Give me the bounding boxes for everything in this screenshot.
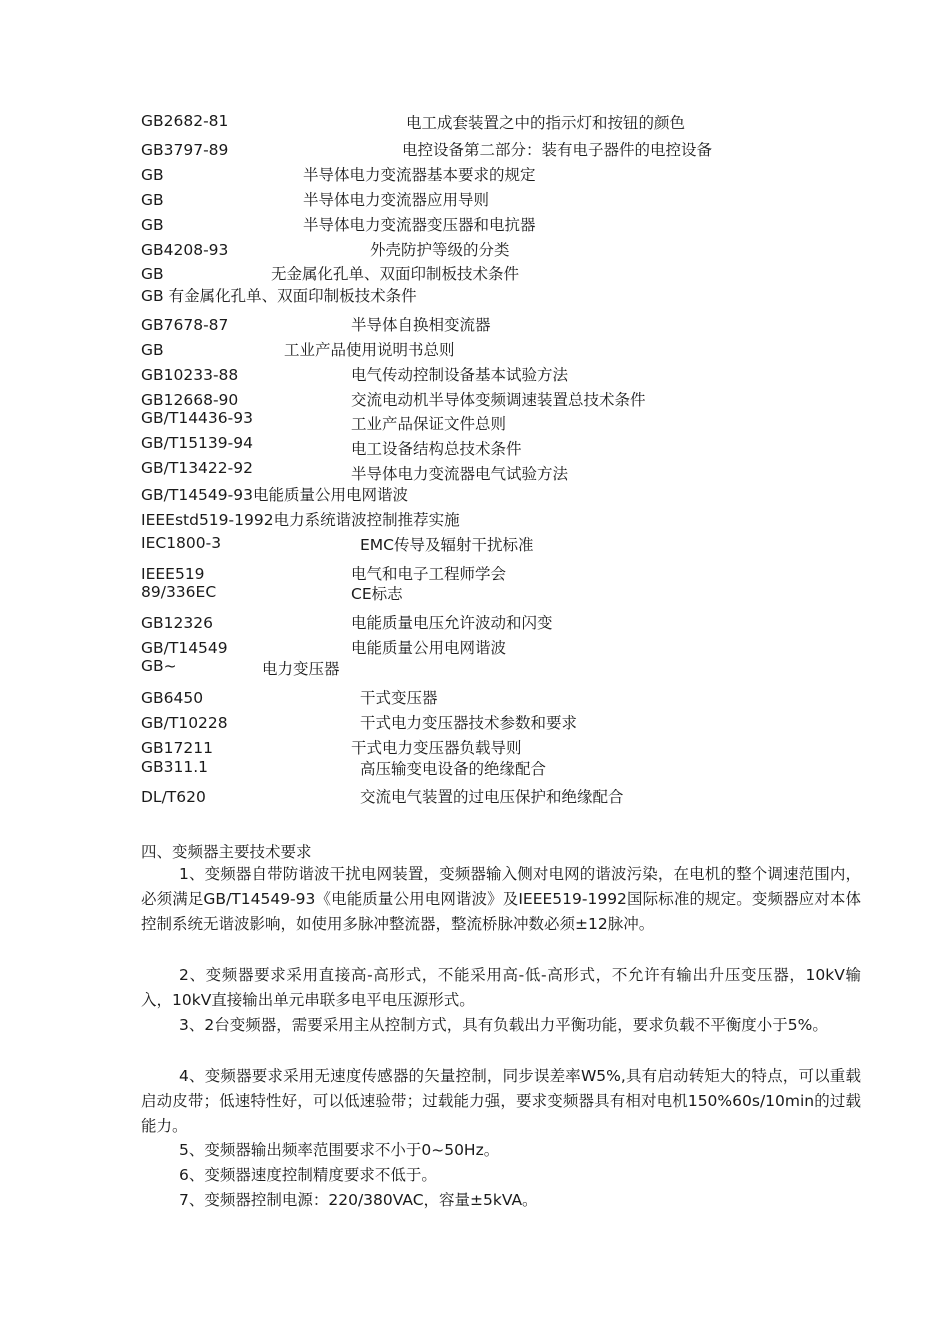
standard-code: IEEE519 xyxy=(141,565,205,583)
standard-desc: 电控设备第二部分：装有电子器件的电控设备 xyxy=(402,141,713,159)
standard-code: GB xyxy=(141,341,164,359)
standard-desc: 干式电力变压器技术参数和要求 xyxy=(360,714,578,732)
standard-code: GB/T14436-93 xyxy=(141,409,253,426)
standard-desc: 交流电动机半导体变频调速装置总技术条件 xyxy=(351,391,646,409)
standard-code: GB17211 xyxy=(141,739,213,757)
standard-code: GB3797-89 xyxy=(141,141,229,159)
standard-code: DL/T620 xyxy=(141,788,206,806)
standard-desc: 半导体自换相变流器 xyxy=(351,316,491,334)
standard-desc: 电能质量公用电网谐波 xyxy=(252,486,408,504)
standard-code: 89/336EC xyxy=(141,583,217,601)
standard-code: GB xyxy=(141,166,164,184)
standard-code: GB12326 xyxy=(141,614,213,632)
section-heading: 四、变频器主要技术要求 xyxy=(141,843,312,861)
standard-desc: 工业产品使用说明书总则 xyxy=(284,341,455,359)
standard-code: GB xyxy=(141,191,164,209)
standard-desc: 电力变压器 xyxy=(262,660,340,678)
standard-line xyxy=(141,511,460,529)
standard-desc: 电气和电子工程师学会 xyxy=(351,565,507,583)
standard-desc: 电气传动控制设备基本试验方法 xyxy=(351,366,569,384)
standard-desc: 交流电气装置的过电压保护和绝缘配合 xyxy=(360,788,624,806)
standard-desc: 干式变压器 xyxy=(360,689,438,707)
standard-code: GB7678-87 xyxy=(141,316,229,334)
standard-code: GB6450 xyxy=(141,689,204,707)
standard-code: IEEEstd519-1992 xyxy=(141,511,274,529)
requirement-paragraph: 4、变频器要求采用无速度传感器的矢量控制，同步误差率W5%,具有启动转矩大的特点，可以重载启动皮带；低速特性好，可以低速验带；过载能力强，要求变频器具有相对电机150%60s/10min的过载能力。 xyxy=(141,1067,861,1135)
requirement-paragraph: 1、变频器自带防谐波干扰电网装置，变频器输入侧对电网的谐波污染，在电机的整个调速范围内，必须满足GB/T14549-93《电能质量公用电网谐波》及IEEE519-1992国际标准的规定。变频器应对本体控制系统无谐波影响，如使用多脉冲整流器，整流桥脉冲数必须±12脉冲。 xyxy=(141,865,861,933)
standard-code: GB10233-88 xyxy=(141,366,239,384)
standard-code: GB xyxy=(141,265,164,283)
standard-desc: CE标志 xyxy=(351,585,403,603)
standard-desc: 高压输变电设备的绝缘配合 xyxy=(360,760,547,778)
standard-desc: 电工成套装置之中的指示灯和按钮的颜色 xyxy=(406,114,686,132)
standard-code: IEC1800-3 xyxy=(141,534,222,552)
requirement-paragraph: 6、变频器速度控制精度要求不低于。 xyxy=(179,1166,437,1184)
requirement-paragraph: 2、变频器要求采用直接高-高形式，不能采用高-低-高形式，不允许有输出升压变压器，10kV输入，10kV直接输出单元串联多电平电压源形式。 xyxy=(141,966,861,1009)
standard-desc: 无金属化孔单、双面印制板技术条件 xyxy=(271,265,520,283)
standard-code: GB xyxy=(141,216,164,234)
standard-line xyxy=(141,486,408,504)
standard-code: GB2682-81 xyxy=(141,112,229,130)
standard-desc: 工业产品保证文件总则 xyxy=(351,415,507,433)
standard-code: GB/T14549 xyxy=(141,639,228,657)
standard-code: GB12668-90 xyxy=(141,391,239,409)
standard-desc: 电能质量公用电网谐波 xyxy=(351,639,507,657)
standard-desc: 半导体电力变流器应用导则 xyxy=(303,191,490,209)
standard-code: GB xyxy=(141,287,164,305)
standard-desc: 电力系统谐波控制推荐实施 xyxy=(273,511,460,529)
standard-code: GB4208-93 xyxy=(141,241,229,259)
standard-desc: 半导体电力变流器变压器和电抗器 xyxy=(303,216,536,234)
standard-desc: 半导体电力变流器电气试验方法 xyxy=(351,465,569,483)
standard-code: GB/T15139-94 xyxy=(141,434,253,451)
standard-code: GB/T13422-92 xyxy=(141,459,253,476)
standard-line xyxy=(141,287,417,305)
standard-desc: 电能质量电压允许波动和闪变 xyxy=(351,614,553,632)
requirement-paragraph: 5、变频器输出频率范围要求不小于0~50Hz。 xyxy=(179,1141,500,1159)
requirement-paragraph: 7、变频器控制电源：220/380VAC，容量±5kVA。 xyxy=(179,1191,538,1209)
standard-desc: 干式电力变压器负载导则 xyxy=(351,739,522,757)
standard-code: GB/T14549-93 xyxy=(141,486,253,504)
requirement-paragraph: 3、2台变频器，需要采用主从控制方式，具有负载出力平衡功能，要求负载不平衡度小于5%。 xyxy=(179,1016,828,1034)
standard-desc: EMC传导及辐射干扰标准 xyxy=(360,536,534,554)
standard-code: GB/T10228 xyxy=(141,714,228,732)
standard-desc: 有金属化孔单、双面印制板技术条件 xyxy=(168,287,417,305)
standard-code: GB~ xyxy=(141,657,177,675)
standard-desc: 外壳防护等级的分类 xyxy=(370,241,510,259)
standard-desc: 半导体电力变流器基本要求的规定 xyxy=(303,166,536,184)
standard-code: GB311.1 xyxy=(141,758,209,776)
standard-desc: 电工设备结构总技术条件 xyxy=(351,440,522,458)
